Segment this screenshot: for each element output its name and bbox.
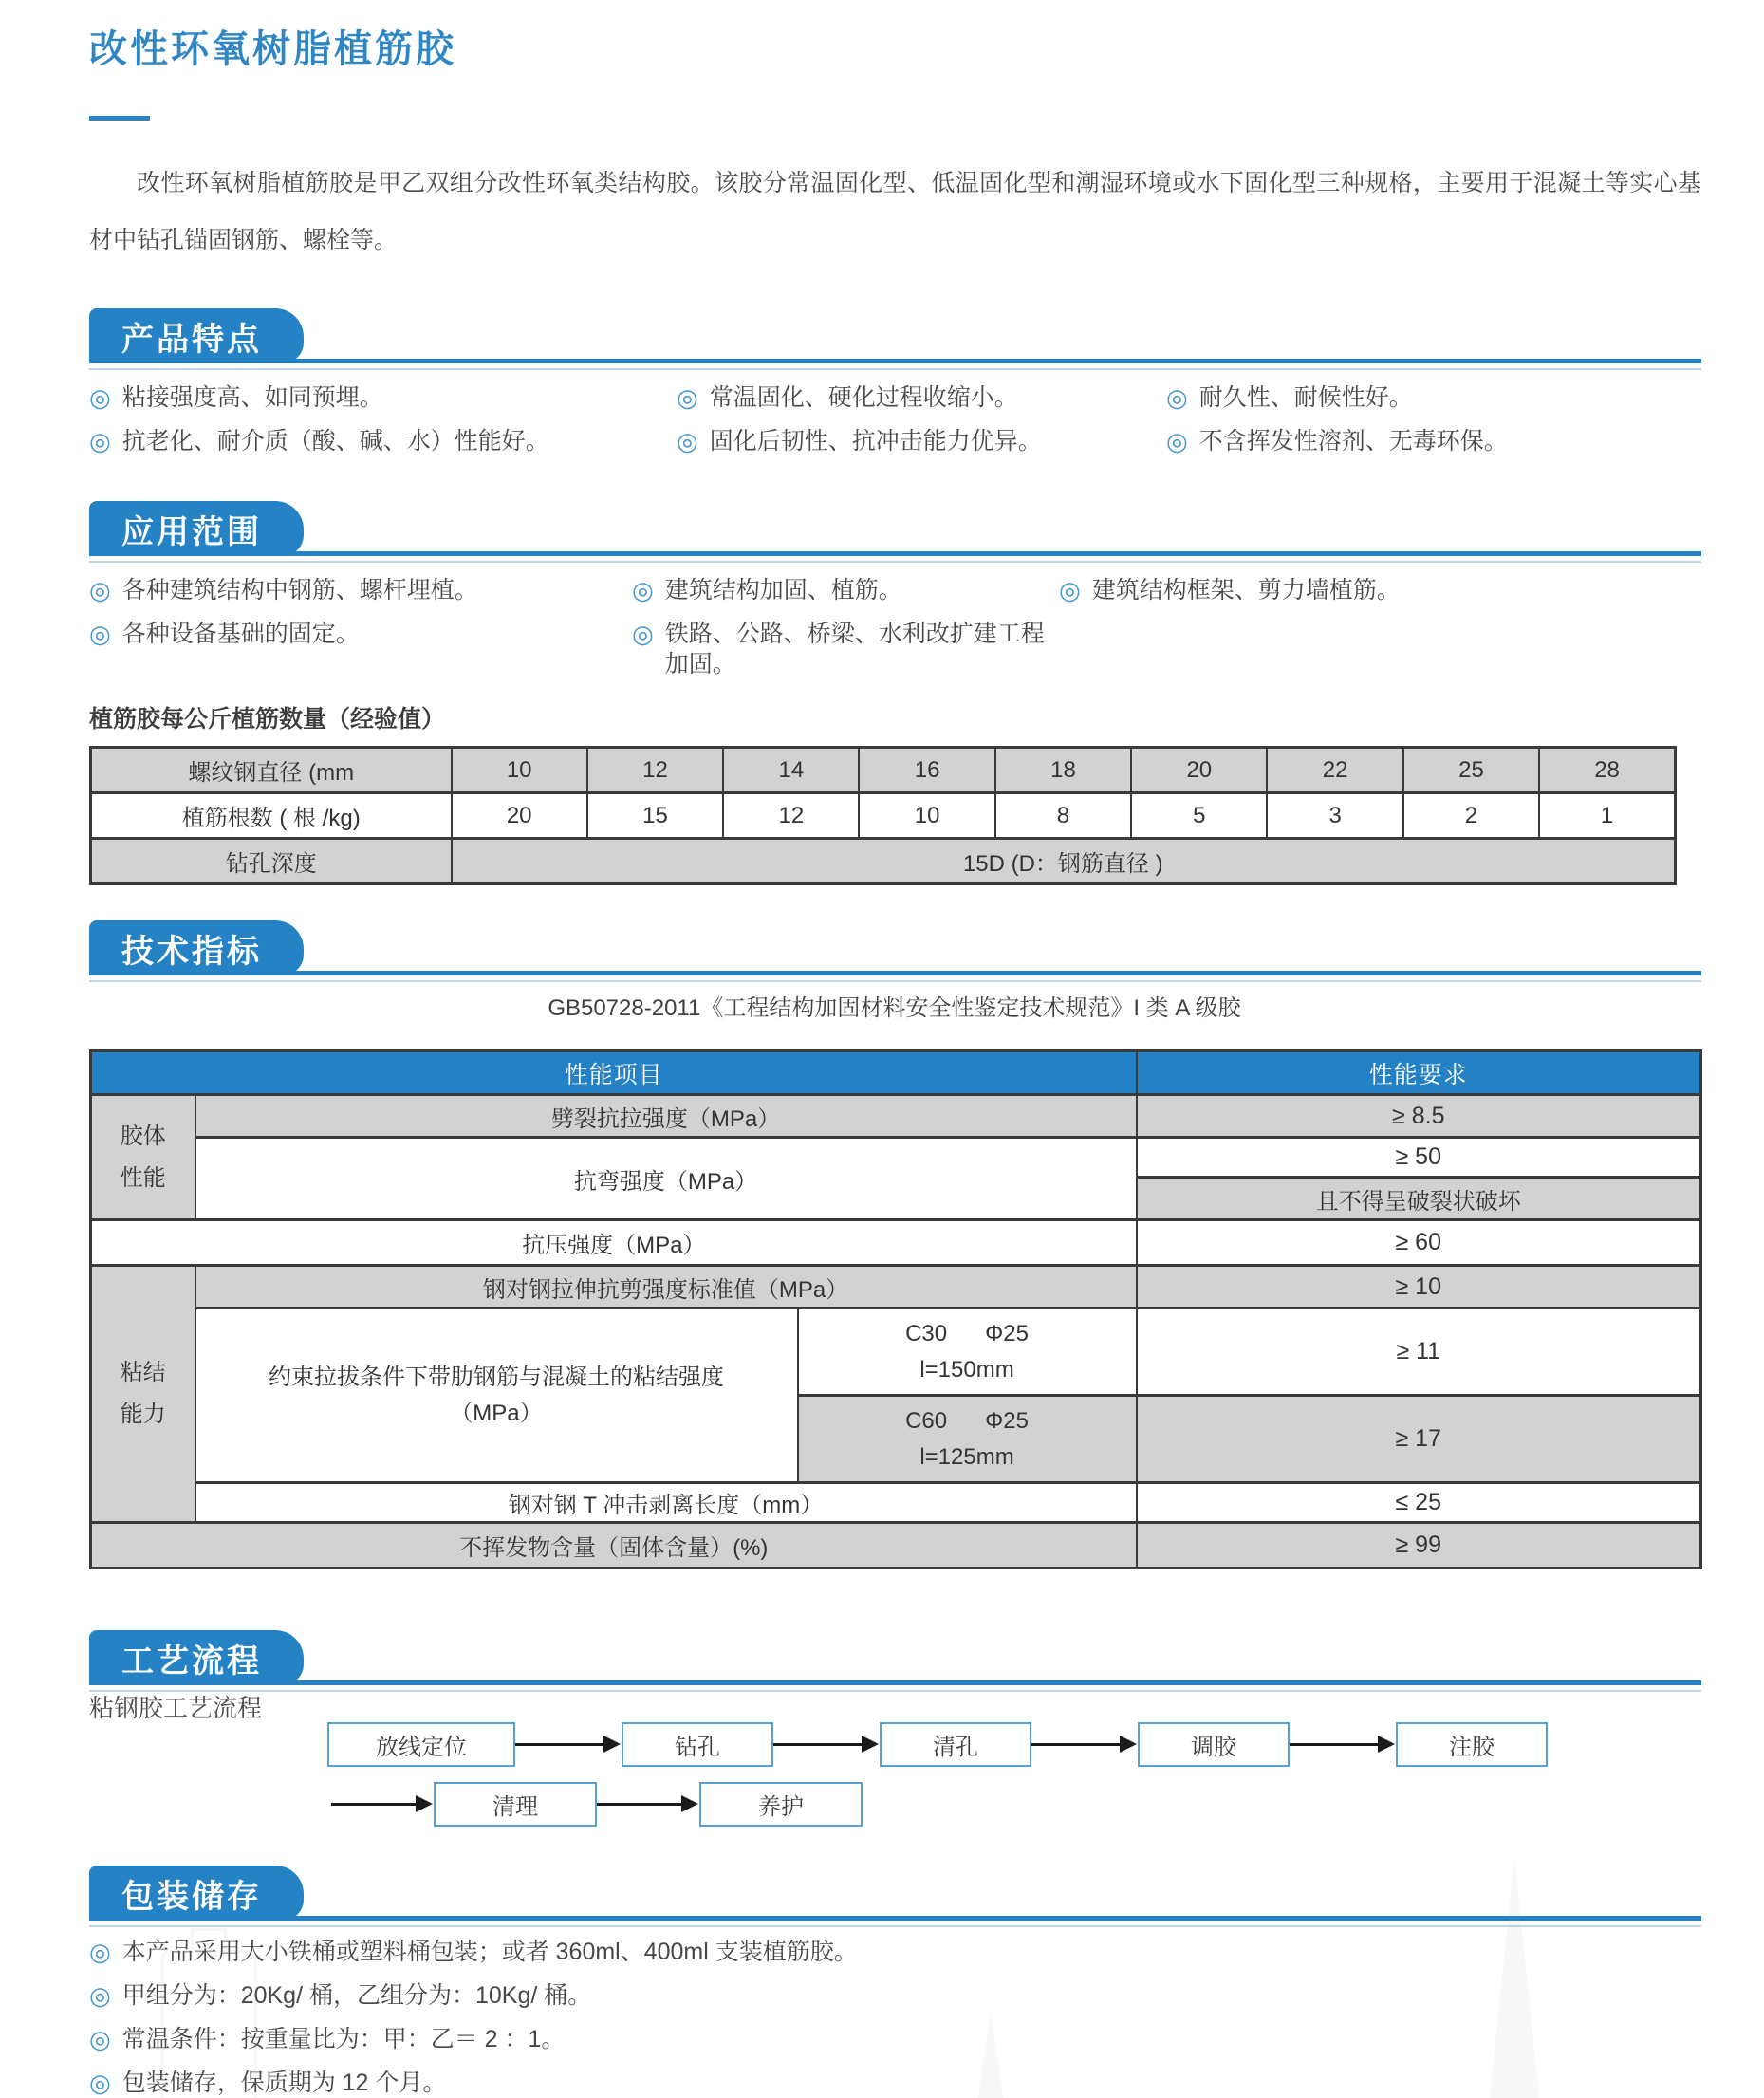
bond-item-line2: （MPa） — [450, 1400, 543, 1426]
applications-list — [89, 575, 1701, 679]
c30-spec-line1: C30 Φ25 — [905, 1320, 1029, 1346]
bullseye-bullet-icon: ◎ — [89, 2025, 111, 2053]
features-list — [89, 382, 1701, 456]
list-item-text: 抗老化、耐介质（酸、碱、水）性能好。 — [121, 428, 549, 455]
bullseye-bullet-icon: ◎ — [677, 383, 698, 412]
section-rule — [89, 551, 1701, 556]
diameter-value: 14 — [723, 748, 859, 793]
list-item — [677, 382, 1166, 413]
bullseye-bullet-icon: ◎ — [632, 576, 654, 604]
tech-row-compressive — [91, 1220, 1701, 1266]
section-process-bar — [89, 1630, 1701, 1685]
tech-standard-caption: GB50728-2011《工程结构加固材料安全性鉴定技术规范》I 类 A 级胶 — [548, 995, 1241, 1021]
section-packaging-bar — [89, 1866, 1701, 1921]
section-rule — [89, 971, 1701, 975]
list-item-text: 粘接强度高、如同预埋。 — [121, 384, 383, 411]
diameter-value: 12 — [587, 748, 723, 793]
bullseye-bullet-icon: ◎ — [1166, 427, 1188, 455]
list-item-text: 常温条件：按重量比为：甲：乙＝ 2 ：1。 — [121, 2026, 566, 2052]
flow-step-cleanup: 清理 — [434, 1782, 597, 1827]
count-value: 5 — [1131, 793, 1267, 839]
tech-cond-c60 — [798, 1396, 1137, 1483]
bullseye-bullet-icon: ◎ — [677, 427, 698, 455]
list-item — [677, 426, 1166, 456]
arrow-right-icon — [1290, 1743, 1379, 1746]
tech-req-peel: ≤ 25 — [1137, 1483, 1701, 1523]
bullseye-bullet-icon: ◎ — [89, 576, 111, 604]
list-item — [1166, 426, 1701, 456]
process-flow-row-1 — [327, 1722, 1701, 1767]
list-item-text: 固化后韧性、抗冲击能力优异。 — [709, 428, 1042, 455]
list-item-text: 包装储存，保质期为 12 个月。 — [121, 2070, 447, 2096]
section-packaging-heading — [89, 1866, 304, 1921]
arrow-right-icon — [515, 1743, 604, 1746]
list-item — [89, 2069, 1701, 2097]
bond-item-line1: 约束拉拔条件下带肋钢筋与混凝土的粘结强度 — [269, 1364, 724, 1390]
count-value: 15 — [587, 793, 723, 839]
flow-step-mix: 调胶 — [1138, 1722, 1290, 1767]
tech-item-compressive: 抗压强度（MPa） — [91, 1220, 1137, 1266]
tech-cond-c30 — [798, 1309, 1137, 1396]
list-item-text: 常温固化、硬化过程收缩小。 — [709, 384, 1018, 411]
list-item-text: 铁路、公路、桥梁、水利改扩建工程加固。 — [664, 621, 1045, 678]
arrow-right-icon — [1031, 1743, 1121, 1746]
section-heading-label: 应用范围 — [121, 513, 262, 550]
section-rule — [89, 359, 1701, 363]
tech-item-split-tensile: 劈裂抗拉强度（MPa） — [195, 1095, 1137, 1138]
diameter-value: 28 — [1539, 748, 1675, 793]
row-header-diameter: 螺纹钢直径 (mm — [91, 748, 452, 793]
diameter-value: 25 — [1403, 748, 1539, 793]
arrow-right-icon — [331, 1803, 417, 1806]
bullseye-bullet-icon: ◎ — [89, 2069, 111, 2097]
flow-step-layout: 放线定位 — [327, 1722, 515, 1767]
diameter-value: 22 — [1267, 748, 1402, 793]
section-heading-label: 技术指标 — [121, 933, 262, 970]
diameter-value: 20 — [1131, 748, 1267, 793]
count-value: 12 — [723, 793, 859, 839]
bullseye-bullet-icon: ◎ — [89, 1981, 111, 2010]
count-value: 20 — [452, 793, 587, 839]
process-flow-label: 粘钢胶工艺流程 — [89, 1694, 263, 1722]
list-item — [1166, 382, 1701, 413]
list-item — [89, 426, 677, 456]
tech-row-shear — [91, 1266, 1701, 1309]
tech-req-bending-1: ≥ 50 — [1137, 1138, 1701, 1178]
c60-spec-line2: l=125mm — [919, 1443, 1014, 1470]
diameter-value: 10 — [452, 748, 587, 793]
tech-req-shear: ≥ 10 — [1137, 1266, 1701, 1309]
row-header-count: 植筋根数 ( 根 /kg) — [91, 793, 452, 839]
table-row-diameter — [91, 748, 1676, 793]
list-item-text: 甲组分为：20Kg/ 桶，乙组分为：10Kg/ 桶。 — [121, 1982, 592, 2009]
tech-req-bond-c60: ≥ 17 — [1137, 1396, 1701, 1483]
arrow-right-icon — [597, 1803, 682, 1806]
tech-req-bending-2: 且不得呈破裂状破坏 — [1137, 1178, 1701, 1220]
list-item-text: 本产品采用大小铁桶或塑料桶包装；或者 360ml、400ml 支装植筋胶。 — [121, 1939, 858, 1965]
section-applications-bar — [89, 501, 1701, 556]
tech-req-bond-c30: ≥ 11 — [1137, 1309, 1701, 1396]
section-tech-heading — [89, 920, 304, 975]
title-underline — [89, 116, 150, 121]
flow-step-inject: 注胶 — [1396, 1722, 1548, 1767]
list-item — [89, 575, 632, 605]
count-value: 10 — [859, 793, 994, 839]
list-item — [632, 619, 1059, 679]
row-header-depth: 钻孔深度 — [91, 839, 452, 884]
tech-spec-table — [89, 1049, 1702, 1569]
flow-step-clean-hole: 清孔 — [880, 1722, 1031, 1767]
tech-row-bending-1 — [91, 1138, 1701, 1178]
intro-paragraph: 改性环氧树脂植筋胶是甲乙双组分改性环氧类结构胶。该胶分常温固化型、低温固化型和潮湿环境或水下固化型三种规格，主要用于混凝土等实心基材中钻孔锚固钢筋、螺栓等。 — [89, 170, 1701, 253]
page-title: 改性环氧树脂植筋胶 — [89, 28, 456, 70]
depth-value: 15D (D：钢筋直径 ) — [452, 839, 1676, 884]
list-item-text: 建筑结构加固、植筋。 — [664, 577, 902, 603]
table-row-depth — [91, 839, 1676, 884]
rebar-table-caption: 植筋胶每公斤植筋数量（经验值） — [89, 706, 446, 733]
tech-req-split-tensile: ≥ 8.5 — [1137, 1095, 1701, 1138]
section-heading-label: 产品特点 — [121, 321, 262, 358]
c30-spec-line2: l=150mm — [919, 1356, 1014, 1383]
list-item — [89, 1938, 1701, 1966]
list-item — [632, 575, 1059, 605]
diameter-value: 18 — [995, 748, 1131, 793]
section-features-bar — [89, 308, 1701, 363]
c60-spec-line1: C60 Φ25 — [905, 1407, 1029, 1434]
tech-item-bending: 抗弯强度（MPa） — [195, 1138, 1137, 1220]
tech-item-solids: 不挥发物含量（固体含量）(%) — [91, 1523, 1137, 1569]
process-flow-row-2 — [331, 1782, 1701, 1827]
tech-header-item: 性能项目 — [91, 1051, 1137, 1095]
rebar-count-table — [89, 746, 1677, 885]
section-applications-heading — [89, 501, 304, 556]
bullseye-bullet-icon: ◎ — [1059, 576, 1081, 604]
section-heading-label: 工艺流程 — [121, 1643, 262, 1680]
tech-header-row — [91, 1051, 1701, 1095]
tech-row-bond-c30 — [91, 1309, 1701, 1396]
section-tech-bar — [89, 920, 1701, 975]
flow-step-cure: 养护 — [699, 1782, 863, 1827]
count-value: 2 — [1403, 793, 1539, 839]
section-rule — [89, 1680, 1701, 1685]
bullseye-bullet-icon: ◎ — [89, 1938, 111, 1966]
table-row-count — [91, 793, 1676, 839]
list-item-text: 耐久性、耐候性好。 — [1198, 384, 1413, 411]
count-value: 1 — [1539, 793, 1675, 839]
list-item — [89, 619, 632, 679]
flow-step-drill: 钻孔 — [622, 1722, 773, 1767]
section-features-heading — [89, 308, 304, 363]
tech-item-shear: 钢对钢拉伸抗剪强度标准值（MPa） — [195, 1266, 1137, 1309]
section-rule — [89, 1916, 1701, 1921]
bullseye-bullet-icon: ◎ — [89, 383, 111, 412]
list-item — [89, 1981, 1701, 2010]
empty-cell — [1059, 619, 1701, 679]
tech-header-req: 性能要求 — [1137, 1051, 1701, 1095]
diameter-value: 16 — [859, 748, 994, 793]
tech-row-solids — [91, 1523, 1701, 1569]
tech-row-peel — [91, 1483, 1701, 1523]
section-heading-label: 包装储存 — [121, 1878, 262, 1915]
tech-group-adhesive: 胶体性能 — [91, 1095, 195, 1220]
count-value: 8 — [995, 793, 1131, 839]
count-value: 3 — [1267, 793, 1402, 839]
list-item-text: 各种建筑结构中钢筋、螺杆埋植。 — [121, 577, 478, 603]
list-item-text: 不含挥发性溶剂、无毒环保。 — [1198, 428, 1508, 455]
tech-row-split-tensile — [91, 1095, 1701, 1138]
bullseye-bullet-icon: ◎ — [1166, 383, 1188, 412]
list-item — [89, 2025, 1701, 2053]
list-item — [89, 382, 677, 413]
packaging-list — [89, 1938, 1701, 2097]
list-item-text: 建筑结构框架、剪力墙植筋。 — [1091, 577, 1401, 603]
arrow-right-icon — [773, 1743, 863, 1746]
bullseye-bullet-icon: ◎ — [89, 620, 111, 648]
tech-item-bond — [195, 1309, 798, 1483]
section-process-heading — [89, 1630, 304, 1685]
bullseye-bullet-icon: ◎ — [89, 427, 111, 455]
tech-item-peel: 钢对钢 T 冲击剥离长度（mm） — [195, 1483, 1137, 1523]
tech-req-solids: ≥ 99 — [1137, 1523, 1701, 1569]
list-item-text: 各种设备基础的固定。 — [121, 621, 360, 647]
bullseye-bullet-icon: ◎ — [632, 620, 654, 648]
tech-req-compressive: ≥ 60 — [1137, 1220, 1701, 1266]
list-item — [1059, 575, 1701, 605]
tech-group-bond: 粘结能力 — [91, 1266, 195, 1523]
